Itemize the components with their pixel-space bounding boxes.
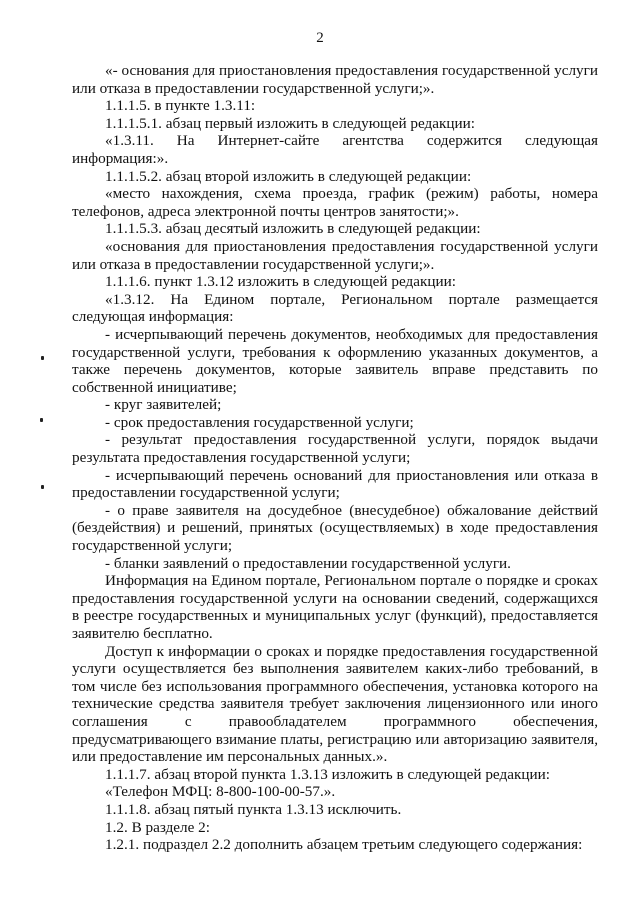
paragraph: 1.1.1.6. пункт 1.3.12 изложить в следующей редакции: xyxy=(105,273,456,291)
paragraph: «1.3.12. На Едином портале, Региональном портале размещается следующая информация: xyxy=(72,290,598,326)
list-item: - срок предоставления государственной услуги; xyxy=(105,413,414,431)
page-number: 2 xyxy=(316,30,324,46)
list-item: - результат предоставления государственной услуги, порядок выдачи результата предоставления государственной услуги; xyxy=(72,431,598,467)
paragraph: «1.3.11. На Интернет-сайте агентства содержится следующая информация:». xyxy=(72,132,598,167)
paragraph: Информация на Едином портале, Региональном портале о порядке и сроках предоставления государственной услуги на основании сведений, содержащихся в реестре государственных и муниципальных услуг (функций), предоставляется заявителю бесплатно. xyxy=(72,572,598,642)
document-body xyxy=(72,62,598,854)
paragraph: 1.1.1.5.3. абзац десятый изложить в следующей редакции: xyxy=(105,220,481,238)
paragraph: «Телефон МФЦ: 8-800-100-00-57.». xyxy=(105,783,336,801)
paragraph: 1.2. В разделе 2: xyxy=(105,818,210,836)
paragraph: 1.1.1.5. в пункте 1.3.11: xyxy=(105,97,256,115)
scan-mark xyxy=(41,485,44,489)
list-item: - бланки заявлений о предоставлении государственной услуги. xyxy=(105,554,511,572)
paragraph: «место нахождения, схема проезда, график (режим) работы, номера телефонов, адреса электронной почты центров занятости;». xyxy=(72,185,598,220)
list-item: - о праве заявителя на досудебное (внесудебное) обжалование действий (бездействия) и решений, принятых (осуществляемых) в ходе предоставления государственной услуги; xyxy=(72,501,598,555)
paragraph: 1.2.1. подраздел 2.2 дополнить абзацем третьим следующего содержания: xyxy=(105,836,583,854)
list-item: - круг заявителей; xyxy=(105,396,222,414)
paragraph: 1.1.1.5.2. абзац второй изложить в следующей редакции: xyxy=(105,167,472,185)
paragraph: 1.1.1.8. абзац пятый пункта 1.3.13 исключить. xyxy=(105,800,402,818)
scan-mark xyxy=(40,418,43,422)
list-item: - исчерпывающий перечень оснований для приостановления или отказа в предоставлении государственной услуги; xyxy=(72,466,598,502)
paragraph: 1.1.1.5.1. абзац первый изложить в следующей редакции: xyxy=(105,114,475,132)
paragraph: Доступ к информации о сроках и порядке предоставления государственной услуги осуществляется без выполнения заявителем каких-либо требований, в том числе без использования программного обеспечения, установка которого на технические средства заявителя требует заключения лицензионного или иного соглашения с правообладателем программного обеспечения, предусматривающего взимание платы, регистрацию или авторизацию заявителя, или предоставление им персональных данных.». xyxy=(72,642,598,766)
paragraph: «основания для приостановления предоставления государственной услуги или отказа в предоставлении государственной услуги;». xyxy=(72,237,598,273)
list-item: - исчерпывающий перечень документов, необходимых для предоставления государственной услуги, требования к оформлению указанных документов, а также перечень документов, которые заявитель вправе представить по собственной инициативе; xyxy=(72,325,598,396)
scan-mark xyxy=(41,356,44,360)
paragraph: «- основания для приостановления предоставления государственной услуги или отказа в предоставлении государственной услуги;». xyxy=(72,62,598,97)
paragraph: 1.1.1.7. абзац второй пункта 1.3.13 изложить в следующей редакции: xyxy=(105,765,550,783)
